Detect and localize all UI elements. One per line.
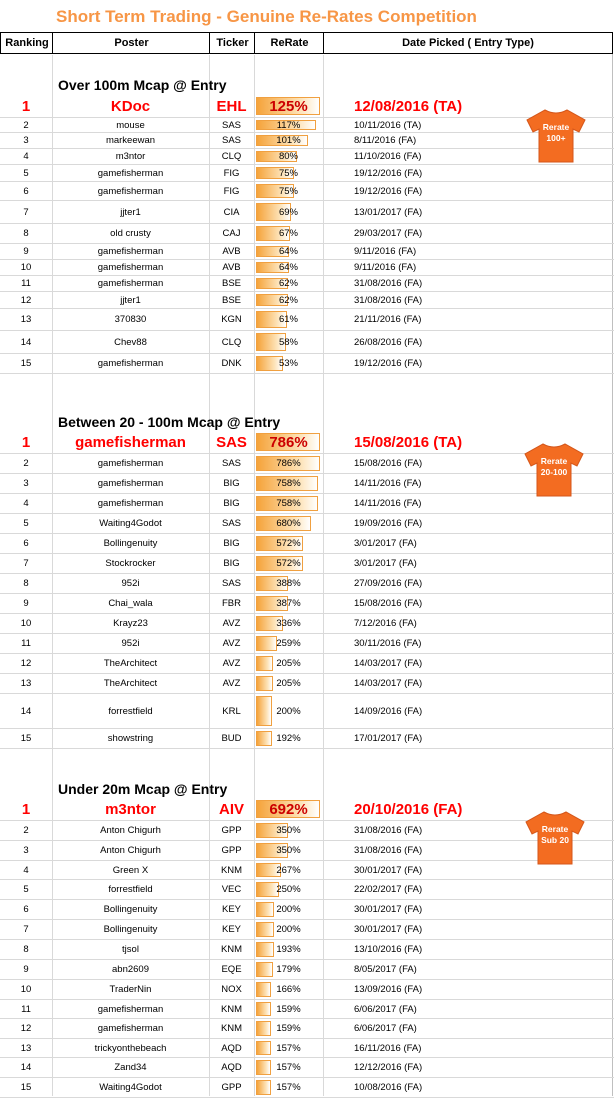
- poster-cell[interactable]: 370830: [114, 314, 147, 325]
- date-picked-cell[interactable]: 27/09/2016 (FA): [354, 578, 423, 589]
- poster-cell[interactable]: gamefisherman: [97, 167, 164, 179]
- poster-cell[interactable]: Bollingenuity: [103, 538, 158, 549]
- poster-cell[interactable]: m3ntor: [115, 151, 146, 162]
- date-picked-cell[interactable]: 19/12/2016 (FA): [354, 185, 423, 197]
- rank-cell[interactable]: 10: [20, 262, 32, 273]
- poster-cell[interactable]: Krayz23: [113, 618, 148, 629]
- date-picked-cell[interactable]: 30/01/2017 (FA): [354, 904, 423, 915]
- date-picked-cell[interactable]: 12/08/2016 (TA): [354, 98, 463, 115]
- table-row: [0, 133, 614, 149]
- rerate-cell[interactable]: 157%: [276, 1042, 301, 1054]
- date-picked-cell[interactable]: 6/06/2017 (FA): [354, 1003, 417, 1015]
- date-picked-cell[interactable]: 22/02/2017 (FA): [354, 884, 423, 895]
- poster-cell[interactable]: Zand34: [114, 1062, 147, 1073]
- section-heading: Over 100m Mcap @ Entry: [58, 77, 227, 93]
- rank-cell[interactable]: 9: [23, 246, 29, 257]
- table-row: [0, 182, 614, 201]
- ticker-cell[interactable]: FBR: [222, 598, 241, 609]
- ticker-cell[interactable]: BSE: [221, 294, 241, 306]
- rank-cell[interactable]: 13: [20, 678, 32, 689]
- ticker-cell[interactable]: BSE: [221, 278, 241, 289]
- poster-cell[interactable]: gamefisherman: [97, 1003, 164, 1015]
- table-row: [0, 224, 614, 244]
- rerate-cell[interactable]: 200%: [276, 705, 301, 717]
- table-row: [0, 149, 614, 165]
- date-picked-cell[interactable]: 13/09/2016 (FA): [354, 984, 423, 995]
- rank-cell[interactable]: 2: [23, 458, 29, 469]
- ticker-cell[interactable]: KEY: [221, 924, 241, 935]
- poster-cell[interactable]: gamefisherman: [97, 278, 164, 289]
- date-picked-cell[interactable]: 19/09/2016 (FA): [354, 518, 423, 529]
- poster-cell[interactable]: mouse: [116, 119, 145, 131]
- poster-cell[interactable]: forrestfield: [108, 884, 153, 895]
- rerate-cell[interactable]: 786%: [269, 434, 308, 451]
- poster-cell[interactable]: markeewan: [105, 135, 156, 146]
- section-heading: Between 20 - 100m Mcap @ Entry: [58, 414, 281, 430]
- date-picked-cell[interactable]: 20/10/2016 (FA): [354, 801, 463, 818]
- rank-cell[interactable]: 8: [23, 944, 29, 955]
- ticker-cell[interactable]: SAS: [221, 119, 241, 131]
- rank-cell[interactable]: 9: [23, 964, 29, 975]
- date-picked-cell[interactable]: 17/01/2017 (FA): [354, 733, 423, 744]
- poster-cell[interactable]: gamefisherman: [97, 185, 164, 197]
- table-row: [0, 331, 614, 354]
- rank-cell[interactable]: 15: [20, 733, 32, 744]
- rerate-cell[interactable]: 200%: [276, 924, 301, 935]
- poster-cell[interactable]: jjter1: [120, 206, 141, 218]
- date-picked-cell[interactable]: 8/05/2017 (FA): [354, 964, 417, 975]
- rank-cell[interactable]: 5: [23, 167, 29, 179]
- ticker-cell[interactable]: KGN: [221, 314, 242, 325]
- rerate-cell[interactable]: 62%: [278, 278, 298, 289]
- tshirt-label: [524, 824, 586, 846]
- ticker-cell[interactable]: AVZ: [222, 638, 241, 649]
- rank-cell[interactable]: 14: [20, 336, 32, 348]
- rerate-cell[interactable]: 61%: [278, 314, 298, 325]
- date-picked-cell[interactable]: 10/08/2016 (FA): [354, 1082, 423, 1093]
- rerate-cell[interactable]: 62%: [278, 294, 298, 306]
- ticker-cell[interactable]: AQD: [221, 1062, 242, 1073]
- rank-cell[interactable]: 5: [23, 884, 29, 895]
- poster-cell[interactable]: Chev88: [114, 336, 147, 348]
- poster-cell[interactable]: gamefisherman: [97, 358, 164, 369]
- poster-cell[interactable]: m3ntor: [105, 801, 156, 818]
- table-row: [0, 1039, 614, 1058]
- ticker-cell[interactable]: SAS: [221, 578, 241, 589]
- ticker-cell[interactable]: SAS: [221, 518, 241, 529]
- table-row: [0, 654, 614, 674]
- rerate-cell[interactable]: 166%: [276, 984, 301, 995]
- ticker-cell[interactable]: KNM: [220, 1023, 243, 1034]
- poster-cell[interactable]: tjsol: [122, 944, 139, 955]
- poster-cell[interactable]: forrestfield: [108, 705, 153, 717]
- ticker-cell[interactable]: AIV: [218, 801, 244, 818]
- date-picked-cell[interactable]: 29/03/2017 (FA): [354, 228, 423, 239]
- rank-cell[interactable]: 6: [23, 185, 29, 197]
- rerate-cell[interactable]: 250%: [276, 884, 301, 895]
- header-poster[interactable]: Poster: [52, 32, 210, 54]
- ticker-cell[interactable]: SAS: [221, 458, 241, 469]
- poster-cell[interactable]: Bollingenuity: [103, 924, 158, 935]
- date-picked-cell[interactable]: 31/08/2016 (FA): [354, 845, 423, 856]
- date-picked-cell[interactable]: 14/03/2017 (FA): [354, 678, 423, 689]
- date-picked-cell[interactable]: 9/11/2016 (FA): [354, 246, 417, 257]
- rank-cell[interactable]: 7: [23, 924, 29, 935]
- rerate-cell[interactable]: 179%: [276, 964, 301, 975]
- ticker-cell[interactable]: GPP: [221, 825, 242, 836]
- ticker-cell[interactable]: EQE: [221, 964, 242, 975]
- ticker-cell[interactable]: AQD: [221, 1042, 242, 1054]
- rerate-cell[interactable]: 205%: [276, 678, 301, 689]
- date-picked-cell[interactable]: 13/10/2016 (FA): [354, 944, 423, 955]
- poster-cell[interactable]: TraderNin: [109, 984, 152, 995]
- rank-cell[interactable]: 9: [23, 598, 29, 609]
- rerate-cell[interactable]: 192%: [276, 733, 301, 744]
- poster-cell[interactable]: Green X: [112, 864, 149, 876]
- ticker-cell[interactable]: CLQ: [221, 151, 242, 162]
- date-picked-cell[interactable]: 19/12/2016 (FA): [354, 358, 423, 369]
- poster-cell[interactable]: TheArchitect: [103, 678, 158, 689]
- rank-cell[interactable]: 13: [20, 314, 32, 325]
- rerate-cell[interactable]: 680%: [276, 518, 301, 529]
- ticker-cell[interactable]: BIG: [223, 478, 240, 489]
- date-picked-cell[interactable]: 14/11/2016 (FA): [354, 478, 422, 489]
- date-picked-cell[interactable]: 21/11/2016 (FA): [354, 314, 422, 325]
- ticker-cell[interactable]: AVZ: [222, 658, 241, 669]
- ticker-cell[interactable]: CAJ: [222, 228, 241, 239]
- rerate-cell[interactable]: 117%: [276, 119, 301, 131]
- table-row: [0, 494, 614, 514]
- ticker-cell[interactable]: BIG: [223, 498, 240, 509]
- rank-cell[interactable]: 10: [20, 618, 32, 629]
- rerate-cell[interactable]: 64%: [278, 262, 298, 273]
- table-row: [0, 554, 614, 574]
- rerate-cell[interactable]: 159%: [276, 1023, 301, 1034]
- date-picked-cell[interactable]: 16/11/2016 (FA): [354, 1042, 422, 1054]
- rerate-tshirt-icon: [524, 810, 586, 866]
- table-row: [0, 309, 614, 331]
- header-ticker[interactable]: Ticker: [209, 32, 255, 54]
- rerate-cell[interactable]: 69%: [278, 206, 298, 218]
- table-row: [0, 574, 614, 594]
- rank-cell[interactable]: 7: [23, 206, 29, 218]
- rank-cell[interactable]: 3: [23, 478, 29, 489]
- rank-cell[interactable]: 12: [20, 658, 32, 669]
- rerate-cell[interactable]: 572%: [276, 558, 301, 569]
- poster-cell[interactable]: Anton Chigurh: [100, 825, 161, 836]
- table-row: [0, 940, 614, 960]
- table-row: [0, 729, 614, 749]
- ticker-cell[interactable]: EHL: [216, 98, 247, 115]
- winner-row: [0, 799, 614, 821]
- poster-cell[interactable]: trickyonthebeach: [94, 1042, 167, 1054]
- table-row: [0, 920, 614, 940]
- rerate-cell[interactable]: 200%: [276, 904, 301, 915]
- rerate-cell[interactable]: 193%: [276, 944, 301, 955]
- rerate-cell[interactable]: 267%: [276, 864, 301, 876]
- rank-cell[interactable]: 13: [20, 1042, 32, 1054]
- rank-cell[interactable]: 15: [20, 358, 32, 369]
- ticker-cell[interactable]: KNM: [220, 864, 243, 876]
- winner-row: [0, 96, 614, 118]
- ticker-cell[interactable]: GPP: [221, 845, 242, 856]
- rerate-cell[interactable]: 159%: [276, 1003, 301, 1015]
- page-title: Short Term Trading - Genuine Re-Rates Competition: [56, 7, 477, 26]
- table-row: [0, 1058, 614, 1078]
- date-picked-cell[interactable]: 6/06/2017 (FA): [354, 1023, 417, 1034]
- table-row: [0, 674, 614, 694]
- ticker-cell[interactable]: CLQ: [221, 336, 242, 348]
- section-heading: Under 20m Mcap @ Entry: [58, 781, 228, 797]
- tshirt-label-line: 20-100: [540, 467, 568, 477]
- poster-cell[interactable]: abn2609: [112, 964, 149, 975]
- rank-cell[interactable]: 5: [23, 518, 29, 529]
- poster-cell[interactable]: gamefisherman: [97, 1023, 164, 1034]
- rank-cell[interactable]: 4: [23, 498, 29, 509]
- rank-cell[interactable]: 1: [21, 98, 31, 115]
- rerate-cell[interactable]: 157%: [276, 1082, 301, 1093]
- rank-cell[interactable]: 3: [23, 135, 29, 146]
- table-row: [0, 201, 614, 224]
- rank-cell[interactable]: 2: [23, 825, 29, 836]
- rank-cell[interactable]: 12: [20, 1023, 32, 1034]
- table-row: [0, 900, 614, 920]
- date-picked-cell[interactable]: 14/09/2016 (FA): [354, 705, 423, 717]
- ticker-cell[interactable]: NOX: [221, 984, 242, 995]
- rank-cell[interactable]: 1: [21, 801, 31, 818]
- date-picked-cell[interactable]: 11/10/2016 (FA): [354, 151, 422, 162]
- rank-cell[interactable]: 14: [20, 1062, 32, 1073]
- rank-cell[interactable]: 15: [20, 1082, 32, 1093]
- ticker-cell[interactable]: KNM: [220, 1003, 243, 1015]
- rank-cell[interactable]: 2: [23, 119, 29, 131]
- rank-cell[interactable]: 8: [23, 578, 29, 589]
- ticker-cell[interactable]: GPP: [221, 1082, 242, 1093]
- date-picked-cell[interactable]: 15/08/2016 (TA): [354, 434, 463, 451]
- table-row: [0, 594, 614, 614]
- poster-cell[interactable]: jjter1: [120, 294, 141, 306]
- ticker-cell[interactable]: KEY: [221, 904, 241, 915]
- ticker-cell[interactable]: SAS: [221, 135, 241, 146]
- poster-cell[interactable]: Anton Chigurh: [100, 845, 161, 856]
- table-row: [0, 821, 614, 841]
- ticker-cell[interactable]: BUD: [221, 733, 242, 744]
- rerate-cell[interactable]: 572%: [276, 538, 301, 549]
- rerate-cell[interactable]: 758%: [276, 478, 301, 489]
- poster-cell[interactable]: gamefisherman: [75, 434, 186, 451]
- rerate-cell[interactable]: 388%: [276, 578, 301, 589]
- ticker-cell[interactable]: FIG: [223, 167, 240, 179]
- rank-cell[interactable]: 10: [20, 984, 32, 995]
- ticker-cell[interactable]: BIG: [223, 558, 240, 569]
- rerate-cell[interactable]: 350%: [276, 845, 301, 856]
- rank-cell[interactable]: 14: [20, 705, 32, 717]
- poster-cell[interactable]: KDoc: [110, 98, 151, 115]
- date-picked-cell[interactable]: 30/01/2017 (FA): [354, 924, 423, 935]
- rerate-cell[interactable]: 336%: [276, 618, 301, 629]
- table-row: [0, 454, 614, 474]
- rerate-cell[interactable]: 80%: [278, 151, 298, 162]
- date-picked-cell[interactable]: 3/01/2017 (FA): [354, 558, 417, 569]
- table-row: [0, 118, 614, 133]
- table-row: [0, 960, 614, 980]
- table-row: [0, 1078, 614, 1098]
- poster-cell[interactable]: gamefisherman: [97, 262, 164, 273]
- table-row: [0, 534, 614, 554]
- rerate-cell[interactable]: 75%: [278, 185, 298, 197]
- table-row: [0, 165, 614, 182]
- date-picked-cell[interactable]: 9/11/2016 (FA): [354, 262, 417, 273]
- table-row: [0, 1000, 614, 1019]
- poster-cell[interactable]: gamefisherman: [97, 458, 164, 469]
- tshirt-label-line: Rerate: [540, 456, 568, 466]
- date-picked-cell[interactable]: 13/01/2017 (FA): [354, 206, 423, 218]
- ticker-cell[interactable]: BIG: [223, 538, 240, 549]
- ticker-cell[interactable]: FIG: [223, 185, 240, 197]
- table-row: [0, 880, 614, 900]
- rerate-cell[interactable]: 157%: [276, 1062, 301, 1073]
- table-row: [0, 861, 614, 880]
- poster-cell[interactable]: Stockrocker: [105, 558, 156, 569]
- header-ranking[interactable]: Ranking: [0, 32, 53, 54]
- rank-cell[interactable]: 6: [23, 904, 29, 915]
- table-row: [0, 980, 614, 1000]
- rerate-cell[interactable]: 205%: [276, 658, 301, 669]
- table-row: [0, 292, 614, 309]
- rerate-cell[interactable]: 53%: [278, 358, 298, 369]
- table-row: [0, 514, 614, 534]
- rank-cell[interactable]: 1: [21, 434, 31, 451]
- poster-cell[interactable]: Waiting4Godot: [99, 1082, 162, 1093]
- ticker-cell[interactable]: SAS: [216, 434, 247, 451]
- poster-cell[interactable]: TheArchitect: [103, 658, 158, 669]
- poster-cell[interactable]: showstring: [107, 733, 154, 744]
- date-picked-cell[interactable]: 30/11/2016 (FA): [354, 638, 422, 649]
- rerate-cell[interactable]: 125%: [269, 98, 308, 115]
- poster-cell[interactable]: gamefisherman: [97, 498, 164, 509]
- tshirt-label-line: Sub 20: [541, 835, 569, 845]
- rerate-cell[interactable]: 67%: [278, 228, 298, 239]
- tshirt-label-line: 100+: [546, 133, 566, 143]
- date-picked-cell[interactable]: 12/12/2016 (FA): [354, 1062, 423, 1073]
- rerate-cell[interactable]: 387%: [276, 598, 301, 609]
- winner-row: [0, 432, 614, 454]
- ticker-cell[interactable]: AVB: [222, 262, 241, 273]
- rerate-tshirt-icon: [523, 442, 585, 498]
- rerate-cell[interactable]: 259%: [276, 638, 301, 649]
- poster-cell[interactable]: gamefisherman: [97, 246, 164, 257]
- table-row: [0, 1019, 614, 1039]
- table-row: [0, 614, 614, 634]
- table-row: [0, 474, 614, 494]
- rerate-cell[interactable]: 758%: [276, 498, 301, 509]
- rank-cell[interactable]: 8: [23, 228, 29, 239]
- tshirt-label: [525, 122, 587, 144]
- tshirt-label-line: Rerate: [542, 122, 570, 132]
- ticker-cell[interactable]: AVZ: [222, 678, 241, 689]
- poster-cell[interactable]: 952i: [121, 578, 140, 589]
- rank-cell[interactable]: 4: [23, 864, 29, 876]
- date-picked-cell[interactable]: 7/12/2016 (FA): [354, 618, 417, 629]
- date-picked-cell[interactable]: 31/08/2016 (FA): [354, 825, 423, 836]
- tshirt-label-line: Rerate: [541, 824, 569, 834]
- rank-cell[interactable]: 11: [21, 1003, 31, 1015]
- rerate-cell[interactable]: 101%: [276, 135, 301, 146]
- date-picked-cell[interactable]: 15/08/2016 (FA): [354, 458, 423, 469]
- ticker-cell[interactable]: VEC: [221, 884, 242, 895]
- rank-cell[interactable]: 7: [23, 558, 29, 569]
- date-picked-cell[interactable]: 14/11/2016 (FA): [354, 498, 422, 509]
- rank-cell[interactable]: 3: [23, 845, 29, 856]
- rerate-cell[interactable]: 64%: [278, 246, 298, 257]
- rank-cell[interactable]: 4: [23, 151, 29, 162]
- rerate-cell[interactable]: 58%: [278, 336, 298, 348]
- date-picked-cell[interactable]: 26/08/2016 (FA): [354, 336, 423, 348]
- ticker-cell[interactable]: AVZ: [222, 618, 241, 629]
- table-row: [0, 634, 614, 654]
- rerate-cell[interactable]: 786%: [276, 458, 301, 469]
- poster-cell[interactable]: Bollingenuity: [103, 904, 158, 915]
- table-row: [0, 694, 614, 729]
- rank-cell[interactable]: 6: [23, 538, 29, 549]
- poster-cell[interactable]: Chai_wala: [108, 598, 153, 609]
- date-picked-cell[interactable]: 14/03/2017 (FA): [354, 658, 423, 669]
- rank-cell[interactable]: 12: [20, 294, 32, 306]
- date-picked-cell[interactable]: 10/11/2016 (TA): [354, 119, 422, 131]
- table-row: [0, 276, 614, 292]
- ticker-cell[interactable]: KNM: [220, 944, 243, 955]
- rerate-tshirt-icon: [525, 108, 587, 164]
- poster-cell[interactable]: 952i: [121, 638, 140, 649]
- table-row: [0, 354, 614, 374]
- poster-cell[interactable]: gamefisherman: [97, 478, 164, 489]
- date-picked-cell[interactable]: 31/08/2016 (FA): [354, 278, 423, 289]
- date-picked-cell[interactable]: 30/01/2017 (FA): [354, 864, 423, 876]
- ticker-cell[interactable]: DNK: [221, 358, 242, 369]
- date-picked-cell[interactable]: 15/08/2016 (FA): [354, 598, 423, 609]
- poster-cell[interactable]: old crusty: [110, 228, 151, 239]
- date-picked-cell[interactable]: 3/01/2017 (FA): [354, 538, 417, 549]
- rerate-cell[interactable]: 75%: [278, 167, 298, 179]
- date-picked-cell[interactable]: 19/12/2016 (FA): [354, 167, 423, 179]
- table-row: [0, 244, 614, 260]
- ticker-cell[interactable]: CIA: [223, 206, 240, 218]
- ticker-cell[interactable]: KRL: [222, 705, 241, 717]
- rerate-cell[interactable]: 692%: [269, 801, 308, 818]
- ticker-cell[interactable]: AVB: [222, 246, 241, 257]
- date-picked-cell[interactable]: 31/08/2016 (FA): [354, 294, 423, 306]
- header-rerate[interactable]: ReRate: [254, 32, 324, 54]
- tshirt-label: [523, 456, 585, 478]
- rerate-cell[interactable]: 350%: [276, 825, 301, 836]
- rank-cell[interactable]: 11: [21, 638, 31, 649]
- header-date-picked[interactable]: Date Picked ( Entry Type): [323, 32, 613, 54]
- rank-cell[interactable]: 11: [21, 278, 31, 289]
- date-picked-cell[interactable]: 8/11/2016 (FA): [354, 135, 417, 146]
- poster-cell[interactable]: Waiting4Godot: [99, 518, 162, 529]
- table-row: [0, 841, 614, 861]
- table-row: [0, 260, 614, 276]
